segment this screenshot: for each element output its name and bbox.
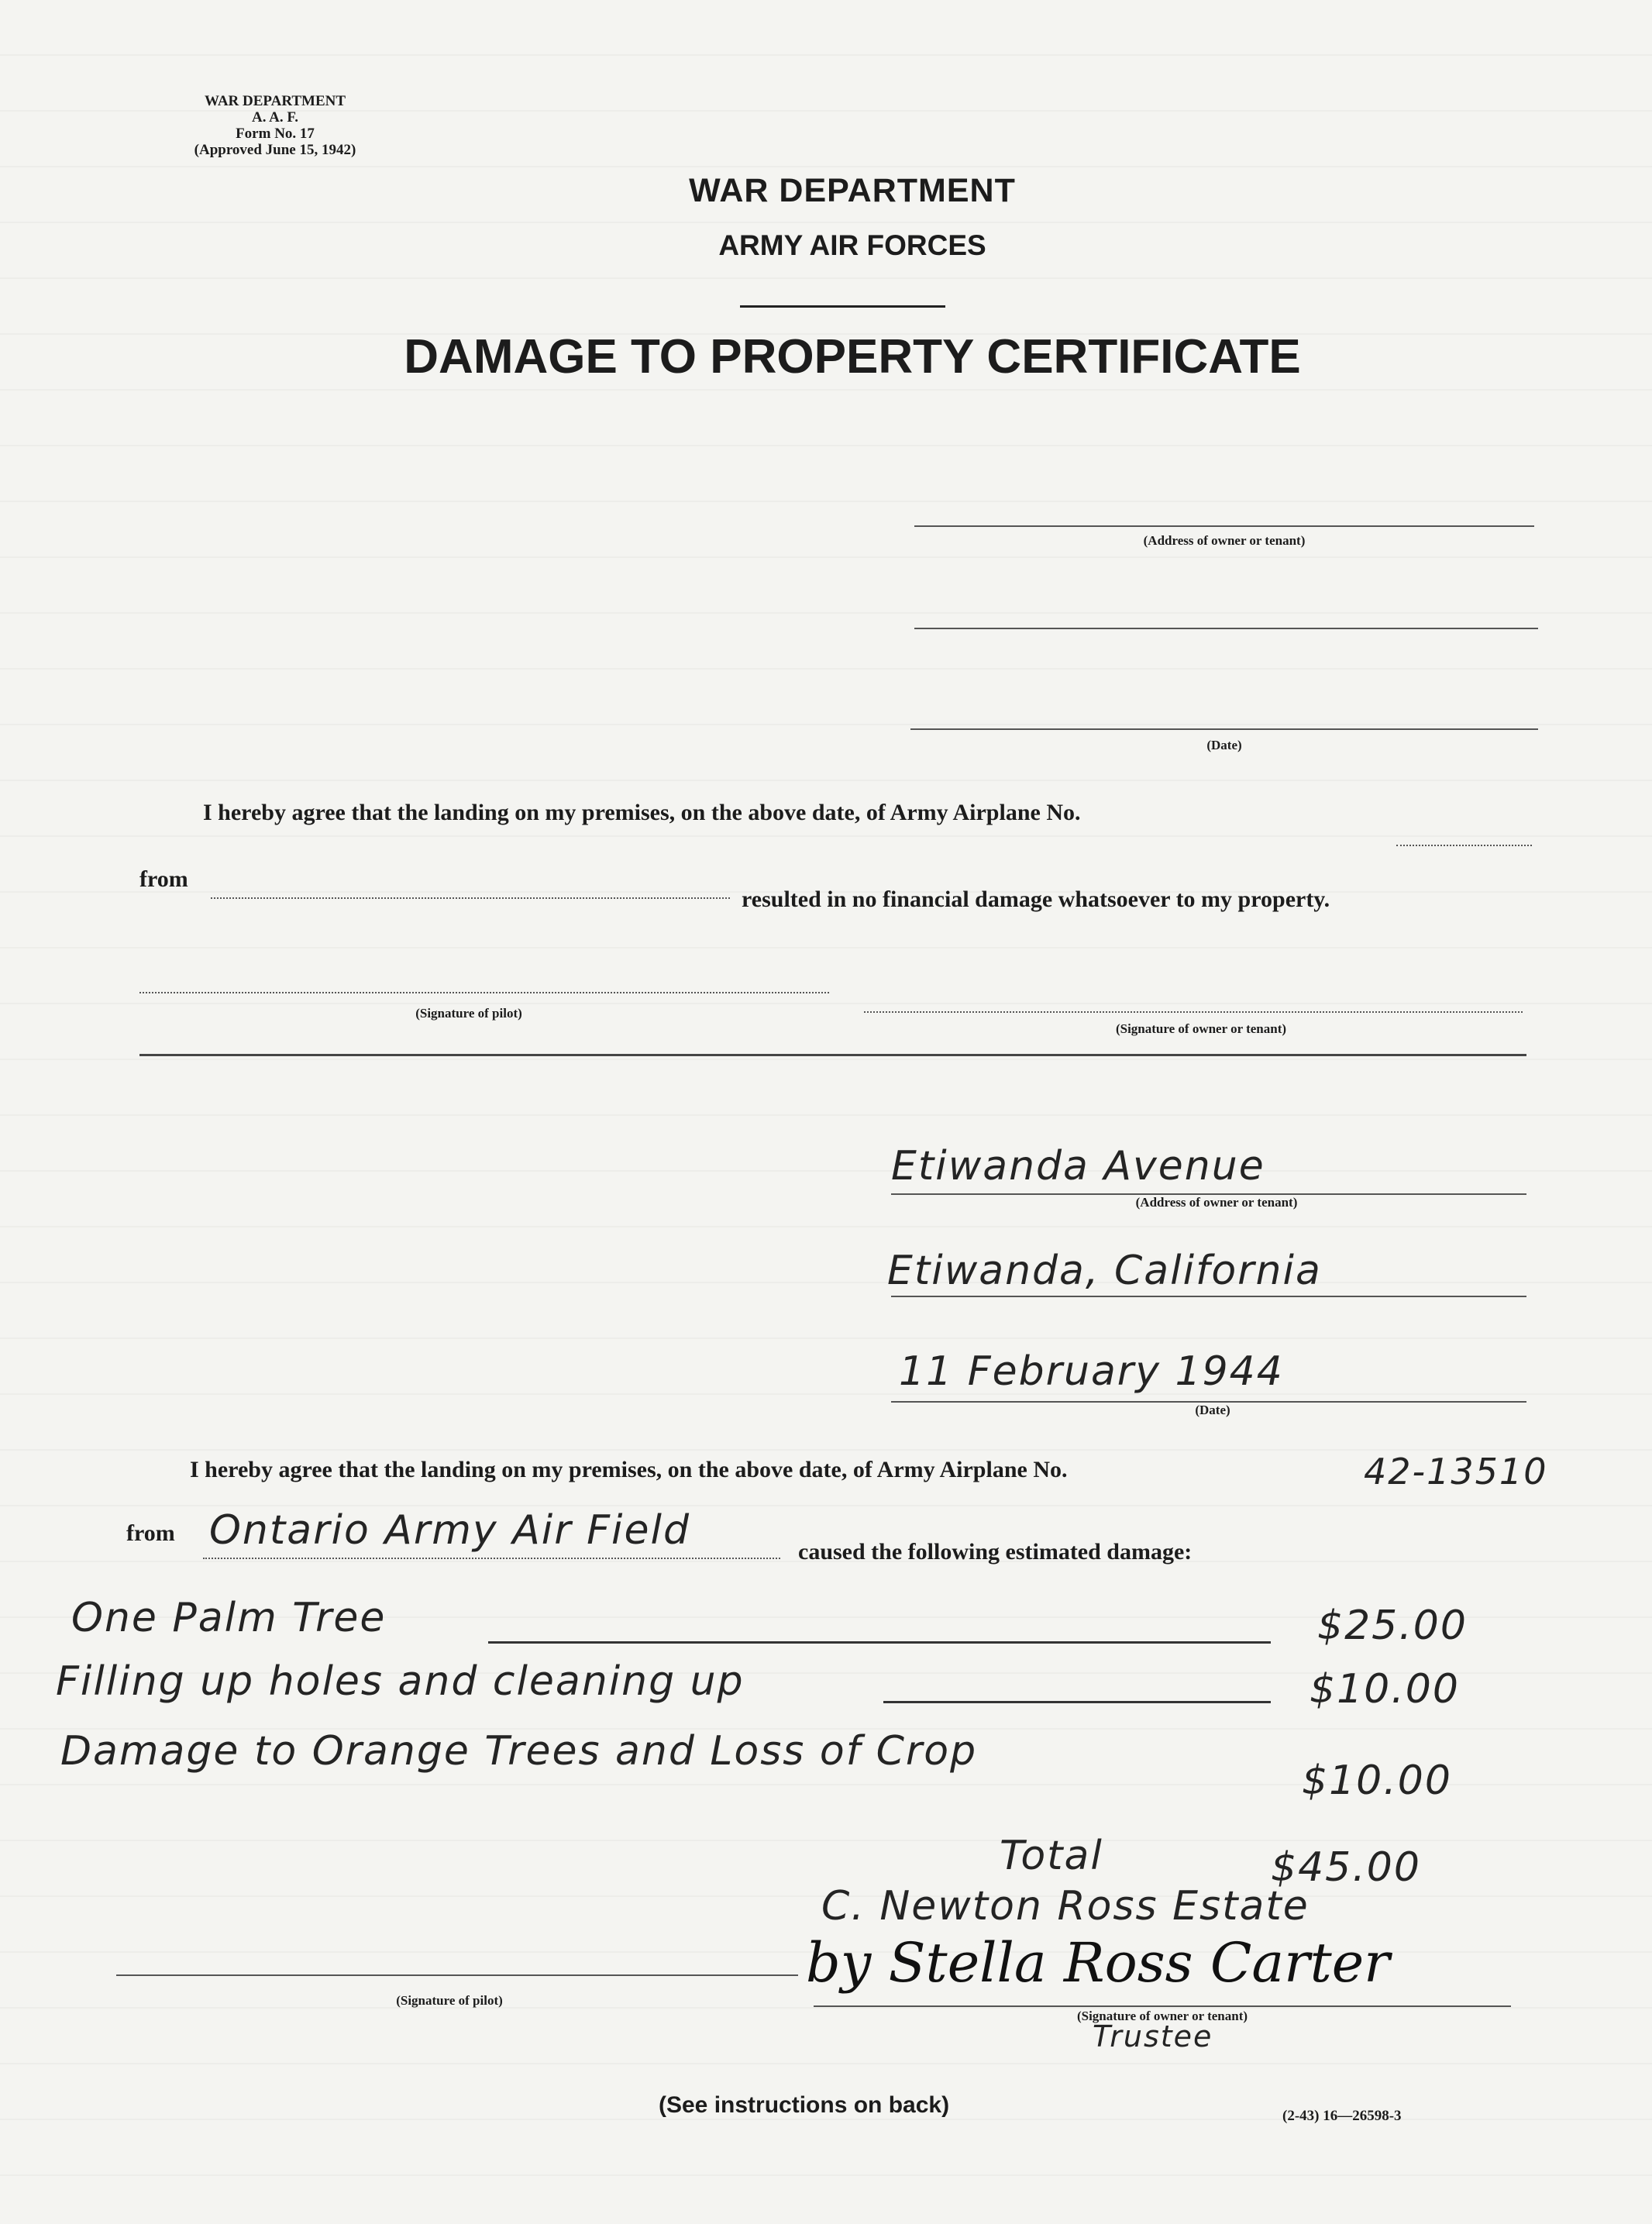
damage-item-1-leader <box>488 1641 1271 1644</box>
nd-statement-end: resulted in no financial damage whatsoever to my property. <box>742 887 1330 912</box>
nd-owner-signature-line <box>864 1011 1523 1013</box>
d-pilot-signature-line <box>116 1974 798 1976</box>
total-label: Total <box>1000 1833 1103 1879</box>
form-id-number: Form No. 17 <box>236 126 315 142</box>
damage-item-1-amount: $25.00 <box>1317 1603 1468 1649</box>
d-address-line-2-value: Etiwanda, California <box>887 1248 1322 1294</box>
nd-date-caption: (Date) <box>1206 738 1242 752</box>
nd-from-field <box>211 897 730 899</box>
d-address-line-2 <box>891 1296 1526 1297</box>
nd-from-label: from <box>139 866 188 892</box>
damage-item-2-leader <box>883 1701 1271 1703</box>
damage-item-1-description: One Palm Tree <box>71 1595 387 1641</box>
d-owner-signature-line <box>814 2005 1511 2007</box>
d-from-label: from <box>126 1520 175 1546</box>
nd-address-caption: (Address of owner or tenant) <box>1143 533 1306 548</box>
d-statement-start: I hereby agree that the landing on my premises, on the above date, of Army Airplane No. <box>190 1457 1068 1482</box>
form-id-approval: (Approved June 15, 1942) <box>194 142 356 158</box>
d-address-line-1-value: Etiwanda Avenue <box>891 1143 1265 1189</box>
nd-airplane-no-field <box>1396 845 1532 846</box>
nd-date-line <box>910 728 1538 730</box>
damage-item-3-amount: $10.00 <box>1302 1758 1452 1804</box>
d-statement-end: caused the following estimated damage: <box>798 1539 1193 1565</box>
nd-address-line-1 <box>914 525 1534 527</box>
header-divider <box>740 305 945 308</box>
section-divider <box>139 1054 1526 1056</box>
header-department: WAR DEPARTMENT <box>689 172 1016 209</box>
form-identification <box>159 93 391 158</box>
d-pilot-signature-caption: (Signature of pilot) <box>396 1993 503 2008</box>
form-id-division: A. A. F. <box>251 109 298 126</box>
damage-item-3-description: Damage to Orange Trees and Loss of Crop <box>60 1728 978 1775</box>
d-owner-signature-caption: (Signature of owner or tenant) <box>1076 2009 1248 2023</box>
nd-statement-start: I hereby agree that the landing on my premises, on the above date, of Army Airplane No. <box>203 800 1081 825</box>
d-date-value: 11 February 1944 <box>899 1348 1284 1395</box>
d-address-caption: (Address of owner or tenant) <box>1135 1195 1298 1210</box>
certificate-title: DAMAGE TO PROPERTY CERTIFICATE <box>404 330 1301 384</box>
d-airplane-no-value: 42-13510 <box>1364 1451 1548 1492</box>
print-code: (2-43) 16—26598-3 <box>1282 2108 1402 2124</box>
owner-title: Trustee <box>1093 2019 1213 2054</box>
nd-address-line-2 <box>914 628 1538 629</box>
d-from-value: Ontario Army Air Field <box>209 1507 690 1554</box>
owner-signature: by Stella Ross Carter <box>806 1931 1390 1995</box>
nd-owner-signature-caption: (Signature of owner or tenant) <box>1115 1021 1287 1036</box>
nd-pilot-signature-caption: (Signature of pilot) <box>415 1006 522 1021</box>
damage-item-2-description: Filling up holes and cleaning up <box>56 1658 745 1705</box>
damage-item-2-amount: $10.00 <box>1310 1666 1460 1713</box>
total-amount: $45.00 <box>1271 1844 1421 1891</box>
d-from-field <box>203 1558 780 1559</box>
owner-name: C. Newton Ross Estate <box>821 1883 1310 1930</box>
d-date-caption: (Date) <box>1195 1403 1230 1417</box>
form-id-department: WAR DEPARTMENT <box>204 93 346 109</box>
header-branch: ARMY AIR FORCES <box>718 229 986 261</box>
instructions-note: (See instructions on back) <box>659 2092 950 2118</box>
nd-pilot-signature-line <box>139 992 829 993</box>
